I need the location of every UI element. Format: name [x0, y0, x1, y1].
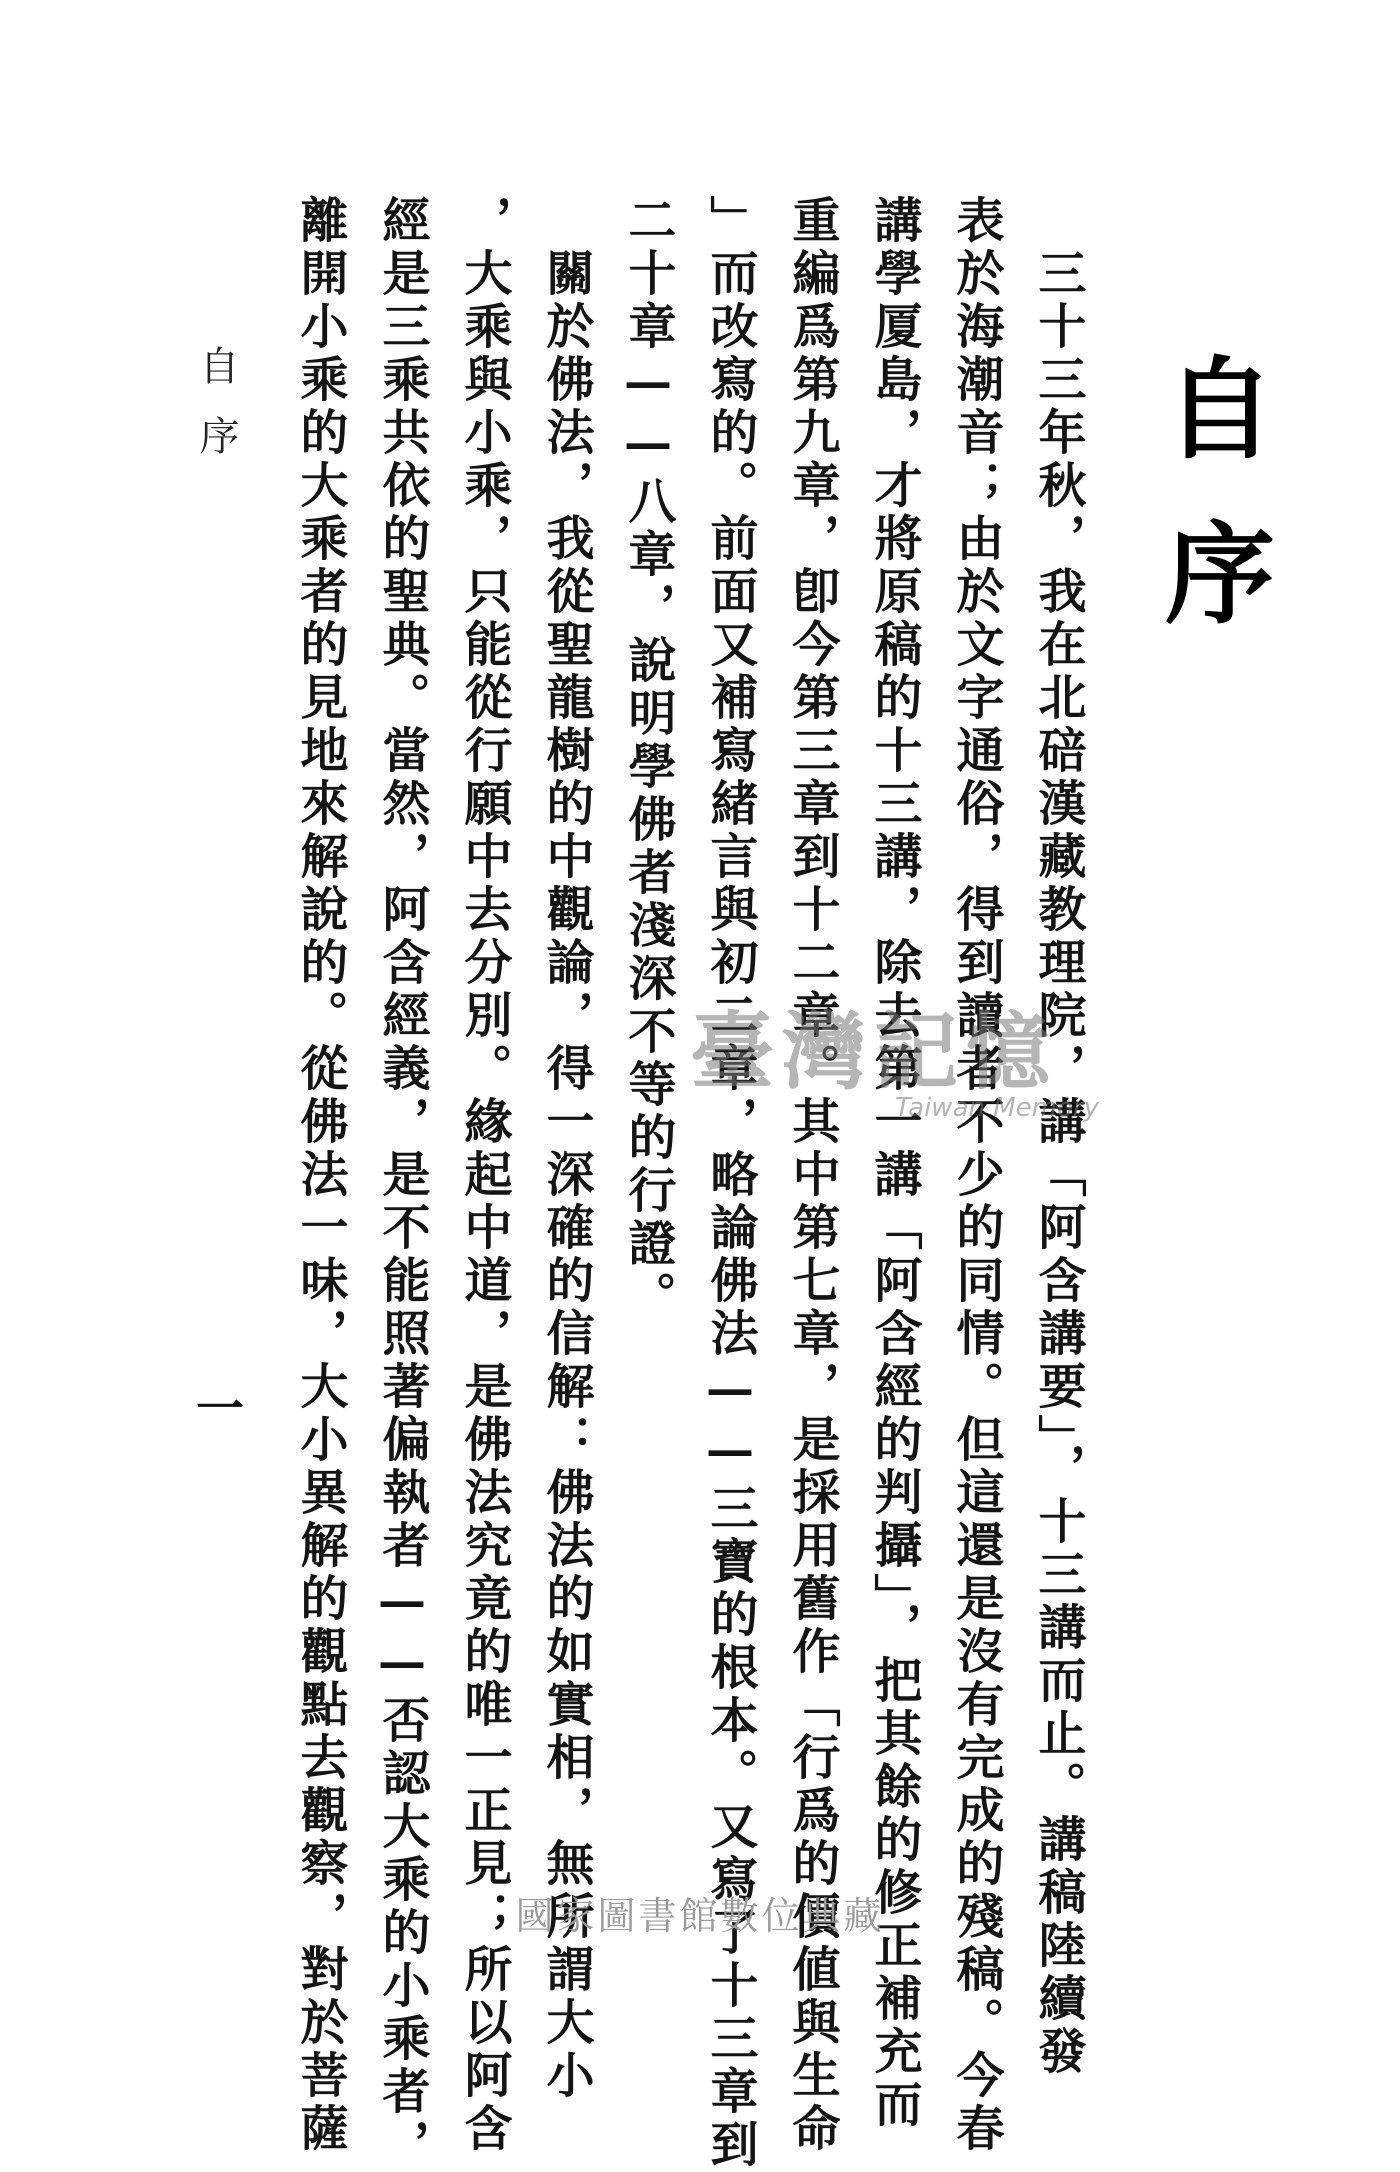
text-column-2: 表於海潮音；由於文字通俗，得到讀者不少的同情。但這還是沒有完成的殘稿。今春 [948, 195, 1004, 2156]
watermark-subtext: Taiwan Memory [895, 1093, 1099, 1123]
text-column-4: 重編爲第九章，卽今第三章到十二章。其中第七章，是採用舊作「行爲的價値與生命 [784, 195, 840, 2156]
text-column-8: ，大乘與小乘，只能從行願中去分別。緣起中道，是佛法究竟的唯一正見；所以阿含 [456, 195, 512, 2156]
archive-footer: 國家圖書館數位典藏 [515, 1894, 885, 1938]
running-head: 自序 [193, 345, 239, 485]
text-column-1: 三十三年秋，我在北碚漢藏教理院，講「阿含講要」，十三講而止。講稿陸續發 [1030, 195, 1086, 2079]
preface-title-char-1: 自 [1165, 346, 1275, 474]
text-column-10: 離開小乘的大乘者的見地來解說的。從佛法一味，大小異解的觀點去觀察，對於菩薩 [292, 195, 348, 2156]
text-column-3: 講學厦島，才將原稿的十三講，除去第一講「阿含經的判攝」，把其餘的修正補充而 [866, 195, 922, 2132]
page-number: 一 [196, 1381, 245, 1437]
text-column-6: 二十章——八章，說明學佛者淺深不等的行證。 [620, 195, 676, 1324]
watermark-text: 臺灣記憶 [690, 1002, 1059, 1101]
preface-title-char-2: 序 [1165, 511, 1275, 639]
text-column-9: 經是三乘共依的聖典。當然，阿含經義，是不能照著偏執者——否認大乘的小乘者， [374, 195, 430, 2172]
text-column-5: 」而改寫的。前面又補寫緒言與初二章，略論佛法——三寶的根本。又寫了十三章到 [702, 195, 758, 2172]
text-column-7: 關於佛法，我從聖龍樹的中觀論，得一深確的信解：佛法的如實相，無所謂大小 [538, 195, 594, 2103]
